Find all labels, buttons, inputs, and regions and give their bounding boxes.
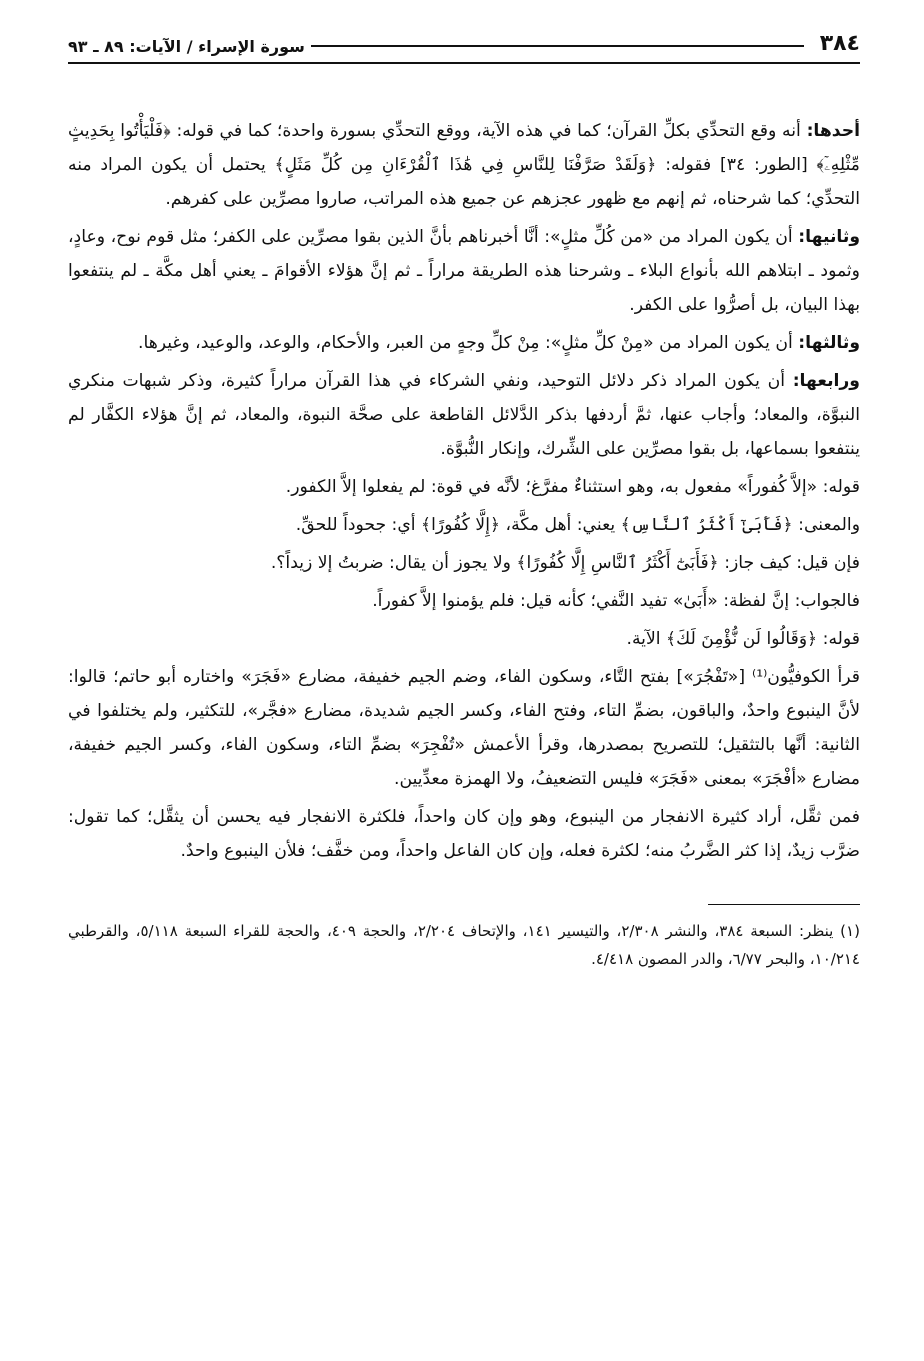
paragraph-text: قرأ الكوفيُّون⁽¹⁾ [«تَفْجُرَ»] بفتح التَّاء، وسكون الفاء، وضم الجيم خفيفة، مضارع «فَجَرَ» واختاره أبو حاتم؛ قالوا: لأنَّ الينبوع واحدٌ، والباقون، بضمِّ التاء، وفتح الفاء، وكسر الجيم شديدة، مضارع «فجَّر»، للتكثير، ولم يختلفوا في الثانية: أنَّها بالتثقيل؛ للتصريح بمصدرها، وقرأ الأعمش «تُفْجِرَ» بضمِّ التاء، وسكون الفاء، وكسر الجيم خفيفة، مضارع «أفْجَرَ» بمعنى «فَجَرَ» فليس التضعيفُ، ولا الهمزة معدِّيين. (68, 667, 860, 789)
book-page (68, 24, 860, 1344)
header-rule (311, 45, 804, 47)
quran-verse: ﴿فَأَبَىٰٓ أَكْثَرُ ٱلنَّاسِ إِلَّا كُفُورًا﴾ (516, 553, 719, 573)
paragraph-text: يعني: أهل مكَّة، (500, 515, 621, 535)
page-number: ٣٨٤ (819, 31, 860, 56)
paragraph-text: ولا يجوز أن يقال: ضربتُ إلا زيداً؟. (270, 553, 517, 573)
page-header (68, 24, 860, 64)
paragraph-text: أي: جحوداً للحقِّ. (295, 515, 422, 535)
quran-verse: ﴿فَلْيَأْتُوا بِحَدِيثٍ مِّثْلِهِۦٓ﴾ (68, 121, 860, 175)
paragraph-text: والمعنى: (792, 515, 860, 535)
quran-verse: ﴿وَلَقَدْ صَرَّفْنَا لِلنَّاسِ فِي هَٰذَا ٱلْقُرْءَانِ مِن كُلِّ مَثَلٍ﴾ (274, 155, 657, 175)
paragraph (68, 800, 860, 868)
paragraph (68, 220, 860, 322)
paragraph-text: قوله: «إلاَّ كُفوراً» مفعول به، وهو استثناءٌ مفرَّغ؛ لأنَّه في قوة: لم يفعلوا إلاَّ الكفور. (285, 477, 860, 497)
paragraph-text: أن يكون المراد من «مِنْ كلِّ مثلٍ»: مِنْ كلِّ وجهٍ من العبر، والأحكام، والوعد، والوعيد، وغيرها. (138, 333, 799, 353)
paragraph-text: فإن قيل: كيف جاز: (718, 553, 860, 573)
paragraph (68, 470, 860, 504)
footnote: (١) ينظر: السبعة ٣٨٤، والنشر ٢/٣٠٨، والتيسير ١٤١، والإتحاف ٢/٢٠٤، والحجة ٤٠٩، والحجة للقراء السبعة ٥/١١٨، والقرطبي ١٠/٢١٤، والبحر ٦/٧٧، والدر المصون ٤/٤١٨. (68, 922, 860, 968)
paragraph-text: فالجواب: إنَّ لفظة: «أَبَىٰ» تفيد النَّفي؛ كأنه قيل: فلم يؤمنوا إلاَّ كفوراً. (372, 591, 860, 611)
quran-verse: ﴿إِلَّا كُفُورًا﴾ (421, 515, 501, 535)
quran-verse: ﴿وَقَالُوا لَن نُّؤْمِنَ لَكَ﴾ (666, 629, 818, 649)
paragraph-text: أنه وقع التحدِّي بكلِّ القرآن؛ كما في هذه الآية، ووقع التحدِّي بسورة واحدة؛ كما في قوله: (170, 121, 807, 141)
paragraph (68, 622, 860, 656)
paragraph-text: الآية. (626, 629, 667, 649)
paragraph-lead: وثانيها: (798, 227, 860, 247)
paragraph-text: أن يكون المراد من «من كُلِّ مثلٍ»: أنَّا أخبرناهم بأنَّ الذين بقوا مصرِّين على الكفر؛ مثل قوم نوح، وعادٍ، وثمود ـ ابتلاهم الله بأنواع البلاء ـ وشرحنا هذه الطريقة مراراً ـ ثم إنَّ هؤلاء الأقوامَ ـ يعني أهل مكَّة ـ لم ينتفعوا بهذا البيان، بل أصرُّوا على الكفر. (68, 227, 860, 315)
paragraph-lead: وثالثها: (798, 333, 860, 353)
paragraph (68, 584, 860, 618)
paragraph-text: يحتمل أن يكون المراد منه التحدِّي؛ كما شرحناه، ثم إنهم مع ظهور عجزهم عن جميع هذه المراتب، صاروا مصرِّين على كفرهم. (68, 155, 860, 209)
paragraph (68, 326, 860, 360)
paragraph (68, 546, 860, 580)
main-text (68, 114, 860, 868)
paragraph-text: قوله: (817, 629, 860, 649)
paragraph-lead: ورابعها: (792, 371, 860, 391)
chapter-title: سورة الإسراء / الآيات: ٨٩ ـ ٩٣ (68, 37, 305, 56)
paragraph (68, 114, 860, 216)
paragraph (68, 364, 860, 466)
quran-verse: ﴿فَأَبَىٰٓ أَكْثَرُ ٱلنَّاسِ﴾ (620, 515, 793, 535)
paragraph (68, 508, 860, 542)
footnote-separator (708, 904, 860, 905)
paragraph-lead: أحدها: (806, 121, 861, 141)
paragraph-text: أن يكون المراد ذكر دلائل التوحيد، ونفي الشركاء في هذا القرآن مراراً كثيرة، وذكر شبهات منكري النبوَّة، والمعاد؛ وأجاب عنها، ثمَّ أردفها بذكر الدَّلائل القاطعة على صحَّة النبوة، والمعاد، ثم إنَّ هؤلاء الكفَّار لم ينتفعوا بسماعها، بل بقوا مصرِّين على الشِّرك، وإنكار النُّبوَّة. (68, 371, 860, 459)
paragraph-text: [الطور: ٣٤] فقوله: (656, 155, 817, 175)
paragraph-text: فمن ثقَّل، أراد كثيرة الانفجار من الينبوع، وهو وإن كان واحداً، فلكثرة الانفجار فيه يحسن أن يثقَّل؛ كما تقول: ضرَّب زيدٌ، إذا كثر الضَّربُ منه؛ لكثرة فعله، وإن كان الفاعل واحداً، ومن خفَّف؛ فلأن الينبوع واحدٌ. (68, 807, 860, 861)
paragraph (68, 660, 860, 796)
